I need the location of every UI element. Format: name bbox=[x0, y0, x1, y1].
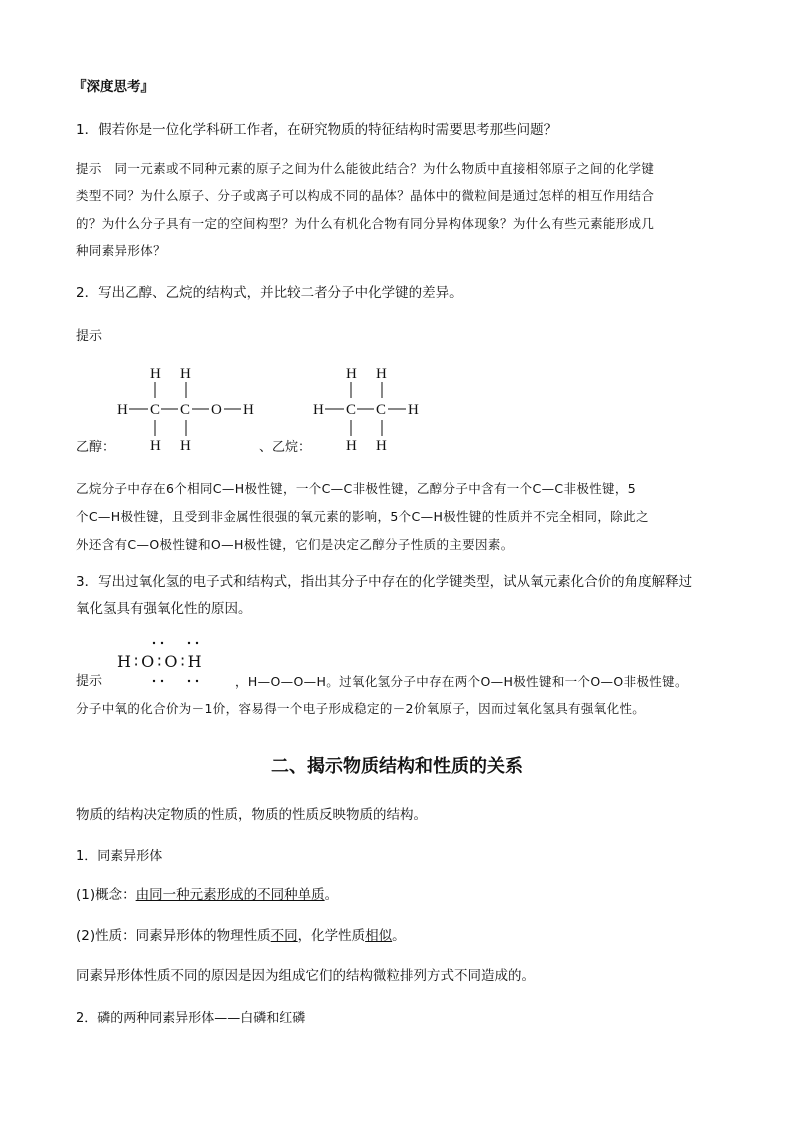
property-suffix: 。 bbox=[392, 928, 406, 944]
atom-h: H bbox=[150, 366, 161, 382]
hint-1-line-2: 类型不同？为什么原子、分子或离子可以构成不同的晶体？晶体中的微粒间是通过怎样的相互作用结合 bbox=[76, 188, 655, 203]
item-1-title: 1．同素异形体 bbox=[76, 849, 163, 864]
atom-h: H bbox=[243, 402, 254, 418]
answer-3-line-1: ，H—O—O—H。过氧化氢分子中存在两个O—H极性键和一个O—O非极性键。 bbox=[235, 674, 688, 689]
question-2: 2．写出乙醇、乙烷的结构式，并比较二者分子中化学键的差异。 bbox=[76, 285, 463, 301]
atom-h: H bbox=[376, 366, 387, 382]
hint-3-label: 提示 bbox=[76, 674, 103, 689]
h2o2-electron-formula: H∶O∶O∶H bbox=[117, 652, 205, 671]
atom-c: C bbox=[346, 402, 357, 418]
question-3-line-1: 3．写出过氧化氢的电子式和结构式，指出其分子中存在的化学键类型，试从氧元素化合价的角度解释过 bbox=[76, 574, 693, 590]
section-2-intro: 物质的结构决定物质的性质，物质的性质反映物质的结构。 bbox=[76, 807, 427, 823]
ethanol-label: 乙醇： bbox=[76, 440, 116, 455]
section-label: 『深度思考』 bbox=[73, 79, 154, 95]
ethane-structure bbox=[306, 360, 436, 460]
atom-h: H bbox=[376, 438, 387, 454]
atom-h: H bbox=[408, 402, 419, 418]
question-3-line-2: 氧化氢具有强氧化性的原因。 bbox=[76, 601, 252, 617]
property-similar: 相似 bbox=[365, 928, 393, 944]
hint-2-label: 提示 bbox=[76, 329, 103, 344]
atom-h: H bbox=[150, 438, 161, 454]
atom-c: C bbox=[180, 402, 191, 418]
section-2-title: 二、揭示物质结构和性质的关系 bbox=[271, 756, 523, 777]
ethane-label: 、乙烷： bbox=[259, 440, 312, 455]
atom-h: H bbox=[117, 402, 128, 418]
item-2-title: 2．磷的两种同素异形体——白磷和红磷 bbox=[76, 1011, 306, 1026]
atom-h: H bbox=[346, 366, 357, 382]
concept-suffix: 。 bbox=[324, 887, 339, 903]
answer-2-line-2: 个C—H极性键，且受到非金属性很强的氧元素的影响，5个C—H极性键的性质并不完全相同，除此之 bbox=[76, 509, 649, 524]
concept-prefix: (1)概念： bbox=[76, 887, 136, 903]
hint-1-line-4: 种同素异形体？ bbox=[76, 243, 166, 258]
ethanol-structure bbox=[110, 360, 270, 460]
reason-line: 同素异形体性质不同的原因是因为组成它们的结构微粒排列方式不同造成的。 bbox=[76, 968, 535, 984]
atom-o: O bbox=[211, 402, 222, 418]
lone-pair-dots bbox=[140, 636, 220, 688]
answer-2-line-1: 乙烷分子中存在6个相同C—H极性键，一个C—C非极性键，乙醇分子中含有一个C—C非极性键，5 bbox=[76, 481, 637, 496]
property-prefix: (2)性质：同素异形体的物理性质 bbox=[76, 928, 271, 944]
answer-2-line-3: 外还含有C—O极性键和O—H极性键，它们是决定乙醇分子性质的主要因素。 bbox=[76, 537, 514, 552]
question-1: 1．假若你是一位化学科研工作者，在研究物质的特征结构时需要思考那些问题？ bbox=[76, 122, 558, 138]
property-line bbox=[76, 927, 406, 946]
concept-text: 由同一种元素形成的不同种单质 bbox=[135, 887, 325, 903]
atom-c: C bbox=[376, 402, 387, 418]
answer-3-line-2: 分子中氧的化合价为－1价，容易得一个电子形成稳定的－2价氧原子，因而过氧化氢具有强氧化性。 bbox=[76, 701, 646, 716]
property-mid: ，化学性质 bbox=[297, 928, 366, 944]
atom-h: H bbox=[313, 402, 324, 418]
hint-1-line-3: 的？为什么分子具有一定的空间构型？为什么有机化合物有同分异构体现象？为什么有些元素能形成几 bbox=[76, 216, 655, 231]
property-different: 不同 bbox=[270, 928, 298, 944]
atom-h: H bbox=[346, 438, 357, 454]
hint-1-line-1: 提示 同一元素或不同种元素的原子之间为什么能彼此结合？为什么物质中直接相邻原子之间的化学键 bbox=[76, 161, 655, 176]
atom-h: H bbox=[180, 366, 191, 382]
concept-line bbox=[76, 886, 338, 905]
atom-h: H bbox=[180, 438, 191, 454]
atom-c: C bbox=[150, 402, 161, 418]
